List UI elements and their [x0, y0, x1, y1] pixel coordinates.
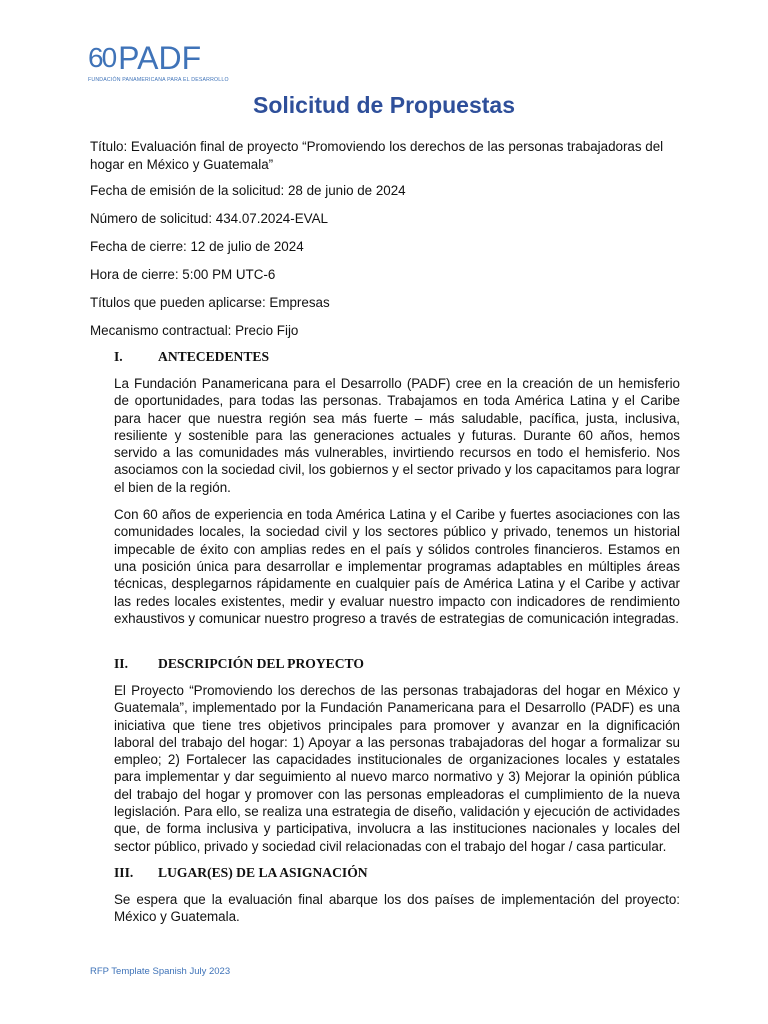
- section-heading: [114, 349, 680, 365]
- meta-contract-mechanism: Mecanismo contractual: Precio Fijo: [90, 323, 299, 338]
- section-number: III.: [114, 865, 134, 880]
- section-heading: [114, 865, 680, 881]
- section-descripcion-proyecto: [114, 656, 680, 865]
- logo-anniversary-number: 60: [88, 42, 116, 73]
- meta-closing-time: Hora de cierre: 5:00 PM UTC-6: [90, 267, 276, 282]
- section-title: DESCRIPCIÓN DEL PROYECTO: [158, 656, 364, 671]
- document-title: Solicitud de Propuestas: [253, 92, 515, 118]
- section-paragraph: El Proyecto “Promoviendo los derechos de las personas trabajadoras del hogar en México y Guatemala”, implementado por la Fundación Panamericana para el Desarrollo (PADF) es una iniciativa que tiene tres objetivos principales para promover y avanzar en la dignificación laboral del trabajo del hogar: 1) Apoyar a las personas trabajadoras del hogar a formalizar su empleo; 2) Fortalecer las capacidades institucionales de organizaciones locales y estatales para implementar y dar seguimiento al nuevo marco normativo y 3) Mejorar la opinión pública del trabajo del hogar y promover con las personas empleadoras el cumplimiento de la nueva legislación. Para ello, se realiza una estrategia de diseño, validación y ejecución de actividades que, de forma inclusiva y participativa, involucra a las instituciones nacionales y locales del sector público, privado y sociedad civil relacionadas con el trabajo del hogar / casa particular.: [114, 683, 680, 854]
- meta-title: Título: Evaluación final de proyecto “Promoviendo los derechos de las personas trabajadoras del hogar en México y Guatemala”: [90, 139, 664, 172]
- meta-request-number: Número de solicitud: 434.07.2024-EVAL: [90, 211, 328, 226]
- section-antecedentes: [114, 349, 680, 637]
- meta-eligible-applicants: Títulos que pueden aplicarse: Empresas: [90, 295, 330, 310]
- logo-mark: [88, 40, 201, 76]
- section-title: ANTECEDENTES: [158, 349, 270, 364]
- section-title: LUGAR(ES) DE LA ASIGNACIÓN: [158, 865, 368, 880]
- section-paragraph: Con 60 años de experiencia en toda América Latina y el Caribe y fuertes asociaciones con las comunidades locales, la sociedad civil y los sectores público y privado, tenemos un historial impecable de éxito con amplias redes en el país y sólidos controles financieros. Estamos en una posición única para desarrollar e implementar programas adaptables en múltiples áreas técnicas, desplegarnos rápidamente en cualquier país de América Latina y el Caribe y activar las redes locales existentes, medir y evaluar nuestro impacto con indicadores de rendimiento exhaustivos y comunicar nuestro progreso a través de estrategias de comunicación integradas.: [114, 507, 680, 626]
- section-number: II.: [114, 656, 128, 671]
- meta-issue-date: Fecha de emisión de la solicitud: 28 de junio de 2024: [90, 183, 406, 198]
- logo-tagline: FUNDACIÓN PANAMERICANA PARA EL DESARROLLO: [88, 77, 229, 83]
- padf-logo: [88, 40, 238, 86]
- rfp-metadata: [90, 138, 690, 340]
- section-paragraph: La Fundación Panamericana para el Desarrollo (PADF) cree en la creación de un hemisferio de oportunidades, para todas las personas. Trabajamos en toda América Latina y el Caribe para hacer que nuestra región sea más fuerte – más saludable, pacífica, justa, inclusiva, resiliente y sostenible para las generaciones actuales y futuras. Durante 60 años, hemos servido a las comunidades más vulnerables, invirtiendo recursos en todo el hemisferio. Nos asociamos con la sociedad civil, los gobiernos y el sector privado y los capacitamos para lograr el bien de la región.: [114, 376, 680, 495]
- section-heading: [114, 656, 680, 672]
- section-paragraph: Se espera que la evaluación final abarque los dos países de implementación del proyecto: México y Guatemala.: [114, 892, 680, 925]
- meta-closing-date: Fecha de cierre: 12 de julio de 2024: [90, 239, 304, 254]
- section-number: I.: [114, 349, 123, 364]
- logo-wordmark: PADF: [118, 40, 202, 76]
- footer-template-label: RFP Template Spanish July 2023: [90, 966, 231, 977]
- section-lugar-asignacion: [114, 865, 680, 936]
